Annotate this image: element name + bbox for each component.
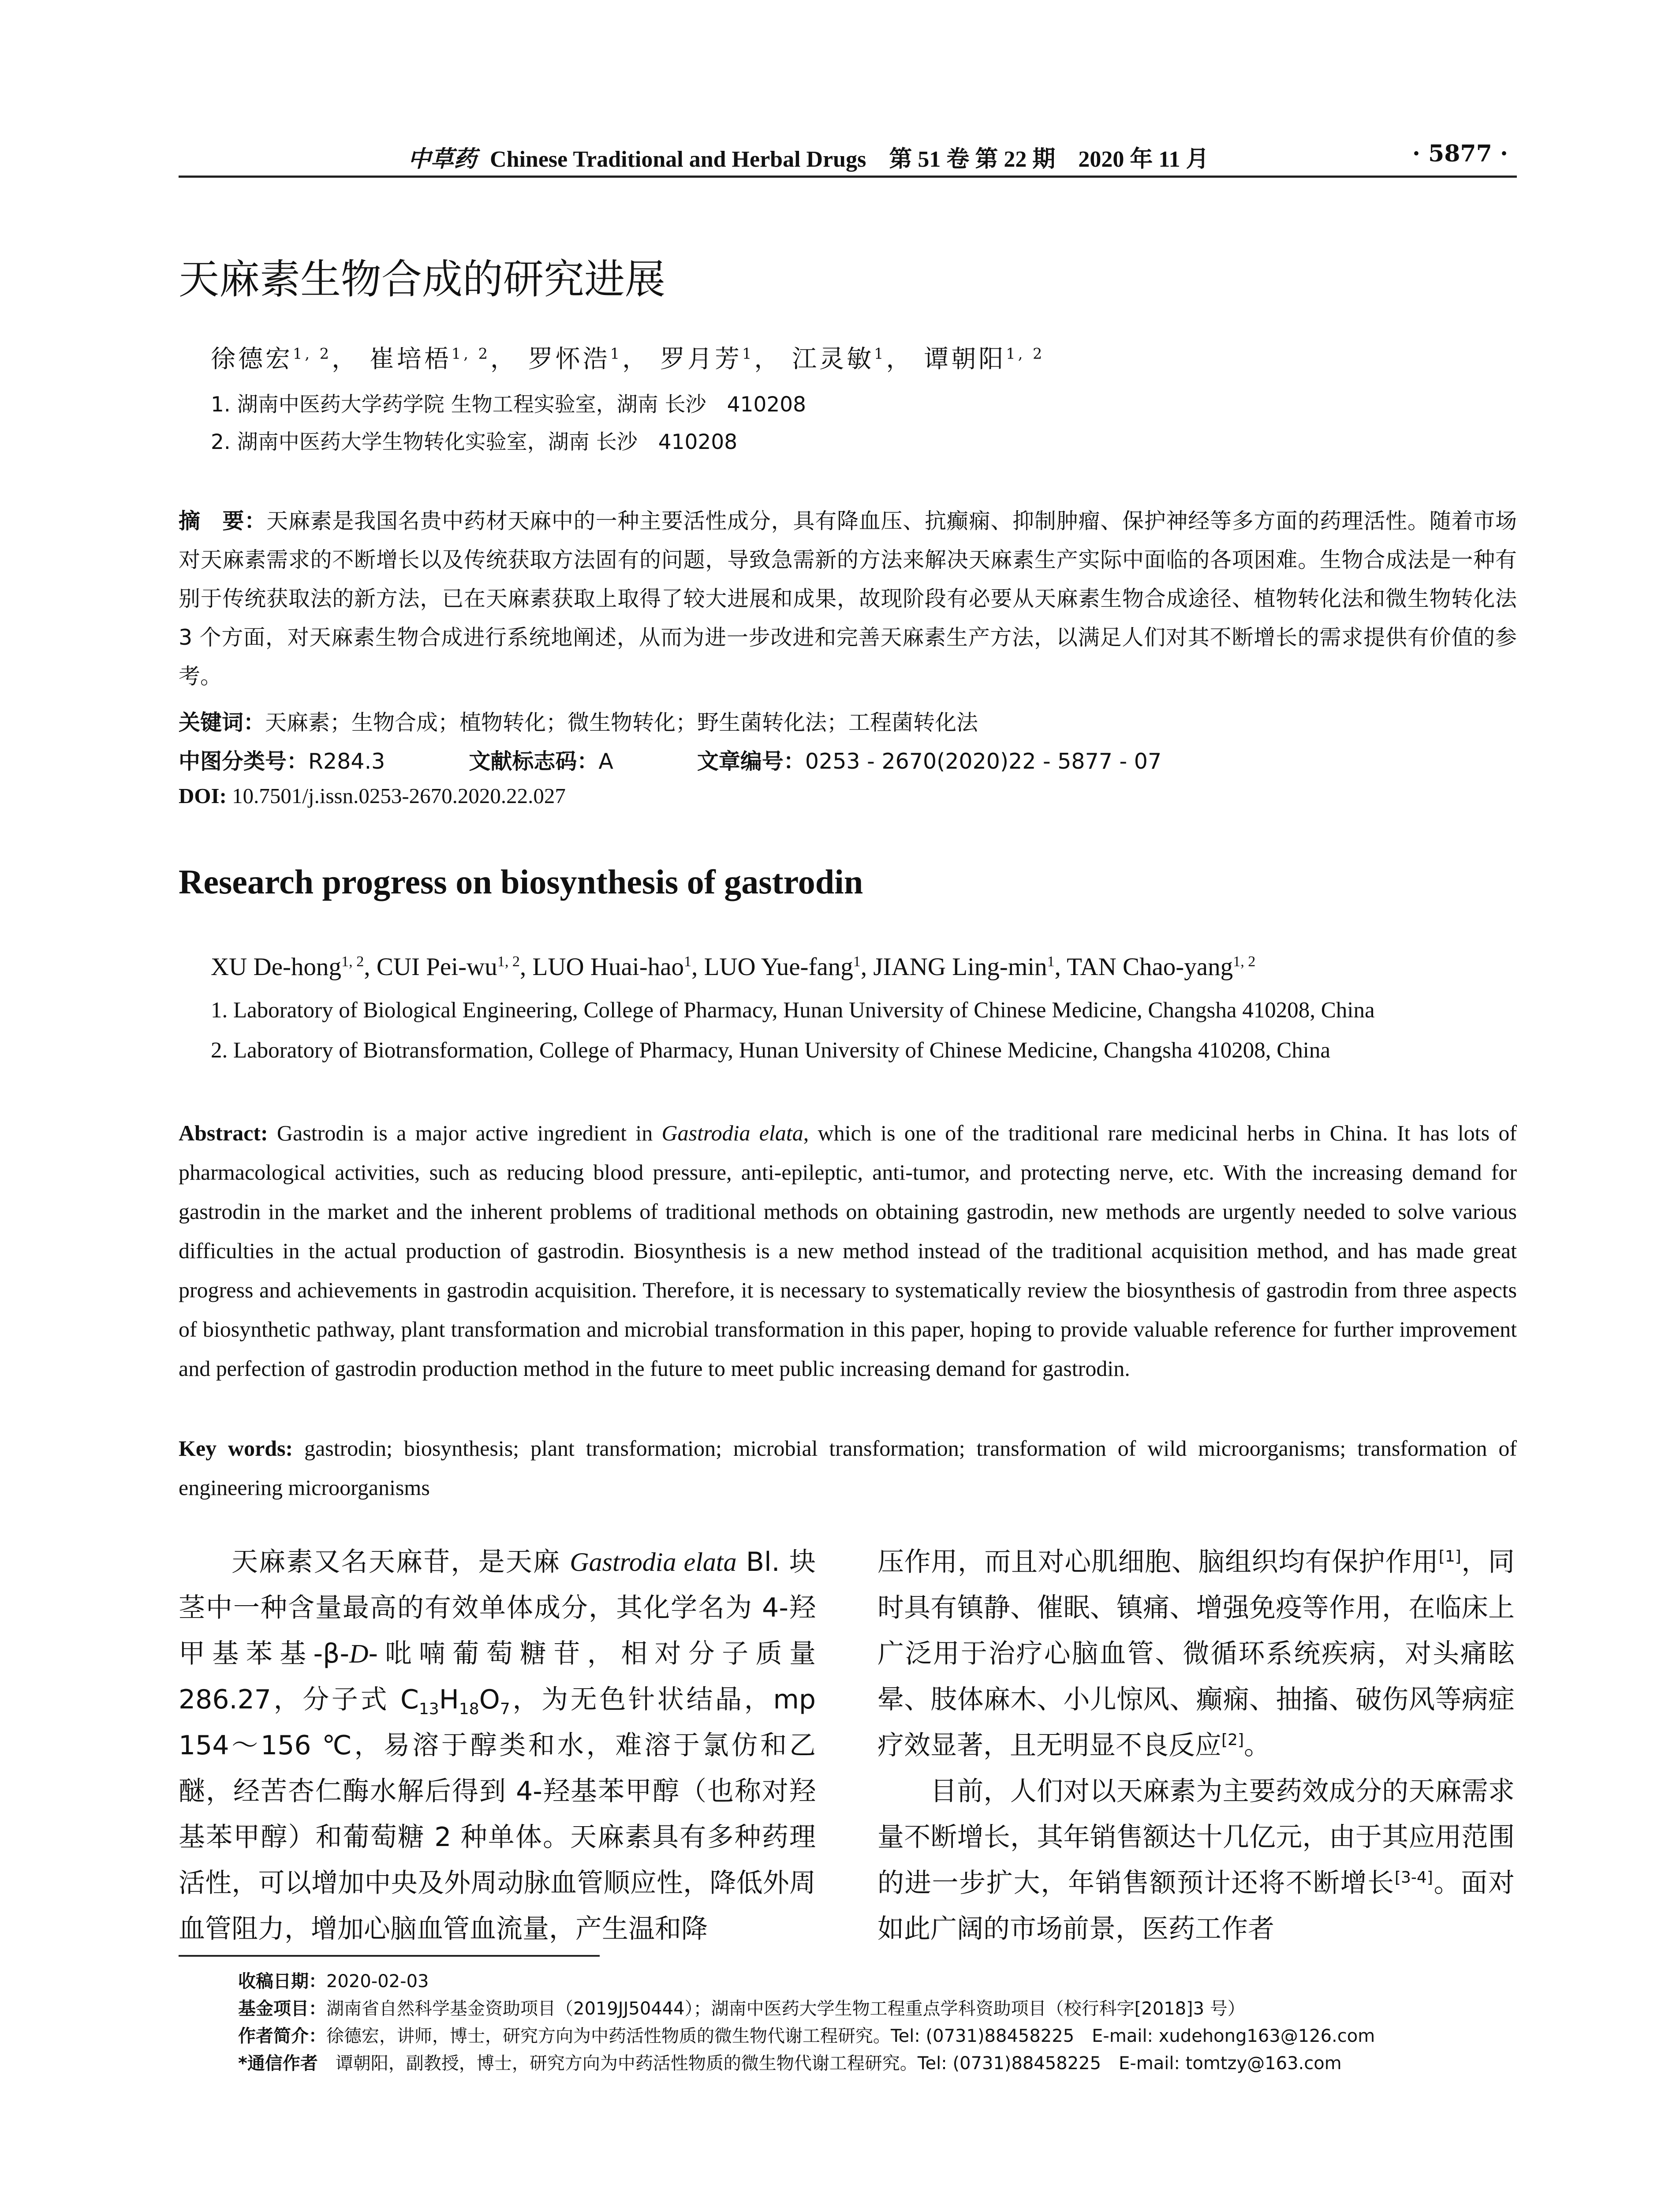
body-paragraph: 目前，人们对以天麻素为主要药效成分的天麻需求量不断增长，其年销售额达十几亿元，由于其应用范围的进一步扩大，年销售额预计还将不断增长[3-4]。面对如此广阔的市场前景，医药工作者	[877, 1776, 1515, 1944]
footnote-rule	[179, 1955, 600, 1957]
body-paragraph: 压作用，而且对心肌细胞、脑组织均有保护作用[1]，同时具有镇静、催眠、镇痛、增强免疫等作用，在临床上广泛用于治疗心脑血管、微循环系统疾病，对头痛眩晕、肢体麻木、小儿惊风、癫痫、抽搐、破伤风等病症疗效显著，且无明显不良反应[2]。	[877, 1547, 1515, 1761]
cn-keywords: 关键词：天麻素；生物合成；植物转化；微生物转化；野生菌转化法；工程菌转化法	[179, 710, 978, 735]
en-abstract: Abstract: Gastrodin is a major active ingredient in Gastrodia elata, which is one of the traditional rare medicinal herbs in China. It has lots of pharmacological activities, such as reducing blood pressure, anti-epileptic, anti-tumor, and protecting nerve, etc. With the increasing demand for gastrodin in the market and the inherent problems of traditional methods on obtaining gastrodin, new methods are urgently needed to solve various difficulties in the actual production of gastrodin. Biosynthesis is a new method instead of the traditional acquisition method, and has made great progress and achievements in gastrodin acquisition. Therefore, it is necessary to systematically review the biosynthesis of gastrodin from three aspects of biosynthetic pathway, plant transformation and microbial transformation in this paper, hoping to provide valuable reference for further improvement and perfection of gastrodin production method in the future to meet public increasing demand for gastrodin.	[179, 1121, 1517, 1381]
body-column-left	[179, 1539, 816, 1952]
footnote-author: 作者简介：徐德宏，讲师，博士，研究方向为中药活性物质的微生物代谢工程研究。Tel: (0731)88458225 E-mail: xudehong163@126.com	[238, 2026, 1375, 2046]
cn-abstract-label: 摘 要：	[179, 508, 267, 534]
page-number: · 5877 ·	[1412, 140, 1508, 167]
journal-citation: Chinese Traditional and Herbal Drugs 第 51 卷 第 22 期 2020 年 11 月	[490, 147, 1209, 172]
citation: [2]	[1221, 1731, 1244, 1749]
en-authors: XU De-hong$^{1, 2}$, CUI Pei-wu$^{1, 2}$, LUO Huai-hao$^1$, LUO Yue-fang$^1$, JIANG Ling-$\min^1$, TAN Chao-yang$^{1, 2}$	[211, 953, 1256, 981]
cn-abstract-text: 天麻素是我国名贵中药材天麻中的一种主要活性成分，具有降血压、抗癫痫、抑制肿瘤、保护神经等多方面的药理活性。随着市场对天麻素需求的不断增长以及传统获取方法固有的问题，导致急需新的方法来解决天麻素生产实际中面临的各项困难。生物合成法是一种有别于传统获取法的新方法，已在天麻素获取上取得了较大进展和成果，故现阶段有必要从天麻素生物合成途径、植物转化法和微生物转化法 3 个方面，对天麻素生物合成进行系统地阐述，从而为进一步改进和完善天麻素生产方法，以满足人们对其不断增长的需求提供有价值的参考。	[179, 508, 1517, 689]
journal-logo: 中草药	[408, 146, 477, 172]
cn-authors: 徐德宏$^{1, 2}$， 崔培梧$^{1, 2}$， 罗怀浩$^1$， 罗月芳$^1$， 江灵敏$^1$， 谭朝阳$^{1, 2}$	[211, 345, 1045, 374]
cn-affiliation-1: 1. 湖南中医药大学药学院 生物工程实验室，湖南 长沙 410208	[211, 392, 806, 417]
en-affiliation-1: 1. Laboratory of Biological Engineering, College of Pharmacy, Hunan University of Chinese Medicine, Changsha 410208, China	[211, 998, 1375, 1023]
en-title: Research progress on biosynthesis of gastrodin	[179, 863, 863, 901]
journal-info	[408, 140, 1209, 173]
footnote-corresponding: *通信作者 谭朝阳，副教授，博士，研究方向为中药活性物质的微生物代谢工程研究。Tel: (0731)88458225 E-mail: tomtzy@163.com	[238, 2053, 1342, 2074]
cn-author: 江灵敏$^1$	[792, 345, 886, 374]
footnote-received: 收稿日期：2020-02-03	[238, 1971, 429, 1992]
citation: [1]	[1438, 1547, 1461, 1566]
cn-title: 天麻素生物合成的研究进展	[179, 256, 666, 303]
cn-author: 徐德宏$^{1, 2}$	[211, 345, 332, 374]
cn-classification-line: 中图分类号：R284.3 文献标志码：A 文章编号：0253 - 2670(2020)22 - 5877 - 07	[179, 749, 1162, 774]
cn-author: 罗怀浩$^1$	[528, 345, 623, 374]
body-column-right	[877, 1539, 1515, 1952]
cn-author: 罗月芳$^1$	[660, 345, 754, 374]
footnote-fund: 基金项目：湖南省自然科学基金资助项目（2019JJ50444）；湖南中医药大学生物工程重点学科资助项目（校行科字[2018]3 号）	[238, 1999, 1245, 2019]
body-paragraph: 天麻素又名天麻苷，是天麻 Gastrodia elata Bl. 块茎中一种含量最高的有效单体成分，其化学名为 4-羟甲基苯基-β-D-吡喃葡萄糖苷，相对分子质量 286.27，分子式 $C_{13}H_{18}O_7$，为无色针状结晶，mp 154～156 ℃，易溶于醇类和水，难溶于氯仿和乙醚，经苦杏仁酶水解后得到 4-羟基苯甲醇（也称对羟基苯甲醇）和葡萄糖 2 种单体。天麻素具有多种药理活性，可以增加中央及外周动脉血管顺应性，降低外周血管阻力，增加心脑血管血流量，产生温和降	[179, 1547, 816, 1944]
cn-doi: DOI: 10.7501/j.issn.0253-2670.2020.22.027	[179, 784, 566, 808]
species-name: Gastrodia elata	[661, 1121, 803, 1145]
cn-author: 崔培梧$^{1, 2}$	[369, 345, 490, 374]
cn-author: 谭朝阳$^{1, 2}$	[924, 345, 1045, 374]
footnotes	[238, 1968, 1517, 2077]
cn-abstract	[179, 502, 1517, 696]
running-header	[179, 140, 1517, 178]
citation: [3-4]	[1394, 1869, 1433, 1887]
en-affiliation-2: 2. Laboratory of Biotransformation, College of Pharmacy, Hunan University of Chinese Medicine, Changsha 410208, China	[211, 1038, 1331, 1063]
en-keywords: Key words: gastrodin; biosynthesis; plant transformation; microbial transformation; transformation of wild microorganisms; transformation of engineering microorganisms	[179, 1436, 1517, 1500]
cn-affiliation-2: 2. 湖南中医药大学生物转化实验室，湖南 长沙 410208	[211, 430, 738, 454]
